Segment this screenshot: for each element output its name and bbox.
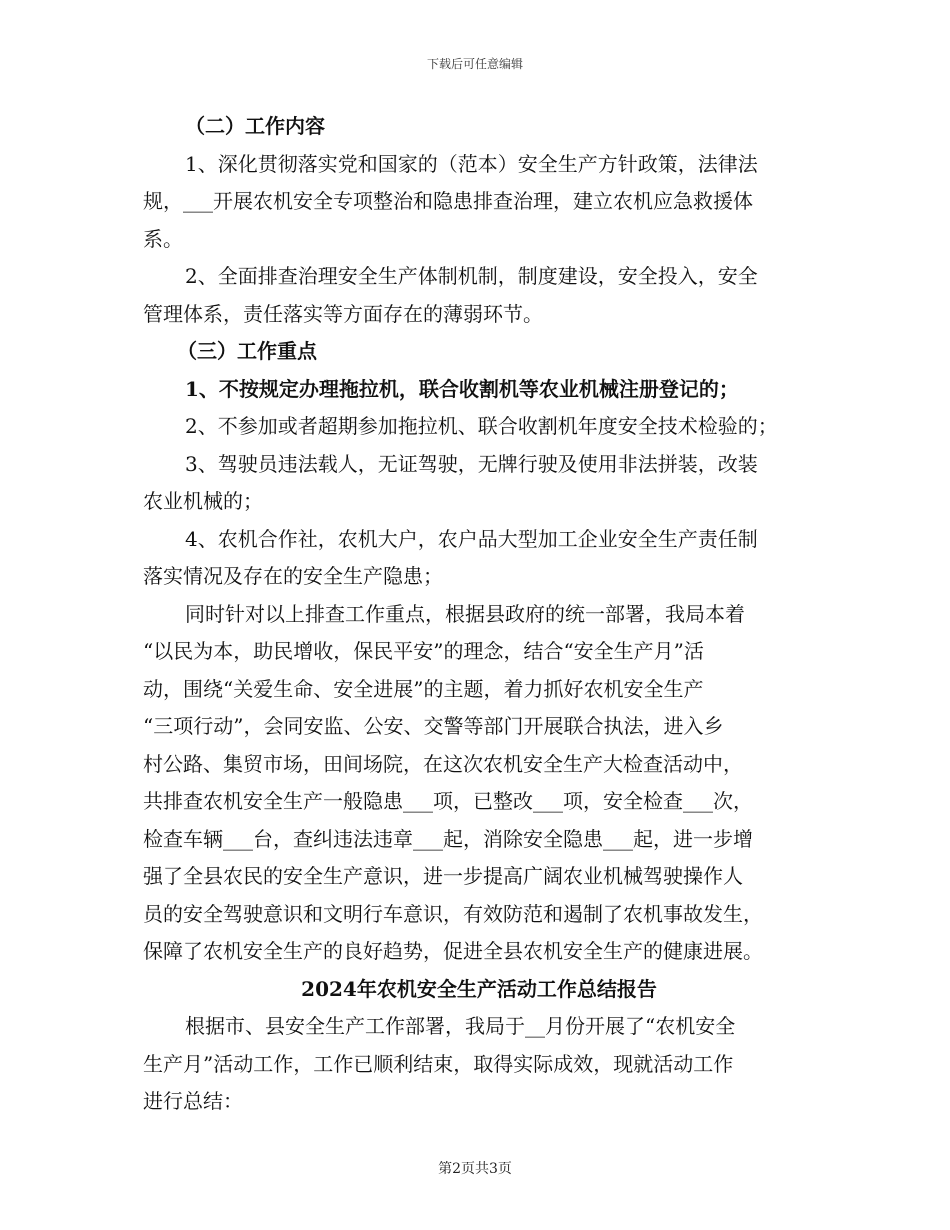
paragraph-line: 3、驾驶员违法载人，无证驾驶，无牌行驶及使用非法拼装，改装 xyxy=(185,451,758,476)
paragraph-line: 动，围绕“关爱生命、安全进展”的主题，着力抓好农机安全生产 xyxy=(143,676,704,701)
page-number: 第2页共3页 xyxy=(438,1161,512,1177)
paragraph-line: 2、不参加或者超期参加拖拉机、联合收割机年度安全技术检验的； xyxy=(185,414,778,438)
paragraph-line: “三项行动”，会同安监、公安、交警等部门开展联合执法，进入乡 xyxy=(143,714,724,738)
paragraph-line: 1、深化贯彻落实党和国家的（范本）安全生产方针政策，法律法 xyxy=(185,151,758,176)
document-body xyxy=(143,108,815,1121)
paragraph-line-bold: 1、不按规定办理拖拉机，联合收割机等农业机械注册登记的； xyxy=(185,376,739,401)
paragraph-line: 员的安全驾驶意识和文明行车意识，有效防范和遏制了农机事故发生， xyxy=(143,901,763,926)
section-heading-work-focus: （三）工作重点 xyxy=(177,339,317,363)
paragraph-line: 村公路、集贸市场，田间场院，在这次农机安全生产大检查活动中， xyxy=(143,751,743,776)
paragraph-line: 落实情况及存在的安全生产隐患； xyxy=(143,564,443,588)
paragraph-line: 4、农机合作社，农机大户，农户品大型加工企业安全生产责任制 xyxy=(185,526,758,551)
paragraph-line: 进行总结： xyxy=(143,1089,243,1113)
paragraph-line: “以民为本，助民增收，保民平安”的理念，结合“安全生产月”活 xyxy=(143,639,704,663)
report-title: 2024年农机安全生产活动工作总结报告 xyxy=(301,976,657,1001)
paragraph-line: 根据市、县安全生产工作部署，我局于__月份开展了“农机安全 xyxy=(185,1014,736,1038)
paragraph-line: 生产月”活动工作，工作已顺利结束，取得实际成效，现就活动工作 xyxy=(143,1051,734,1076)
paragraph-line: 规，___开展农机安全专项整治和隐患排查治理，建立农机应急救援体 xyxy=(143,189,753,213)
paragraph-line: 强了全县农民的安全生产意识，进一步提高广阔农业机械驾驶操作人 xyxy=(143,864,743,888)
paragraph-line: 检查车辆___台，查纠违法违章___起，消除安全隐患___起，进一步增 xyxy=(143,826,753,851)
paragraph-line: 保障了农机安全生产的良好趋势，促进全县农机安全生产的健康进展。 xyxy=(143,939,763,963)
paragraph-line: 同时针对以上排查工作重点，根据县政府的统一部署，我局本着 xyxy=(185,601,745,626)
section-heading-work-content: （二）工作内容 xyxy=(185,114,325,138)
paragraph-line: 共排查农机安全生产一般隐患___项，已整改___项，安全检查___次， xyxy=(143,789,753,813)
header-note: 下载后可任意编辑 xyxy=(426,57,523,71)
paragraph-line: 系。 xyxy=(143,226,183,251)
paragraph-line: 农业机械的； xyxy=(143,489,263,513)
paragraph-line: 管理体系，责任落实等方面存在的薄弱环节。 xyxy=(143,301,543,326)
paragraph-line: 2、全面排查治理安全生产体制机制，制度建设，安全投入，安全 xyxy=(185,264,758,288)
